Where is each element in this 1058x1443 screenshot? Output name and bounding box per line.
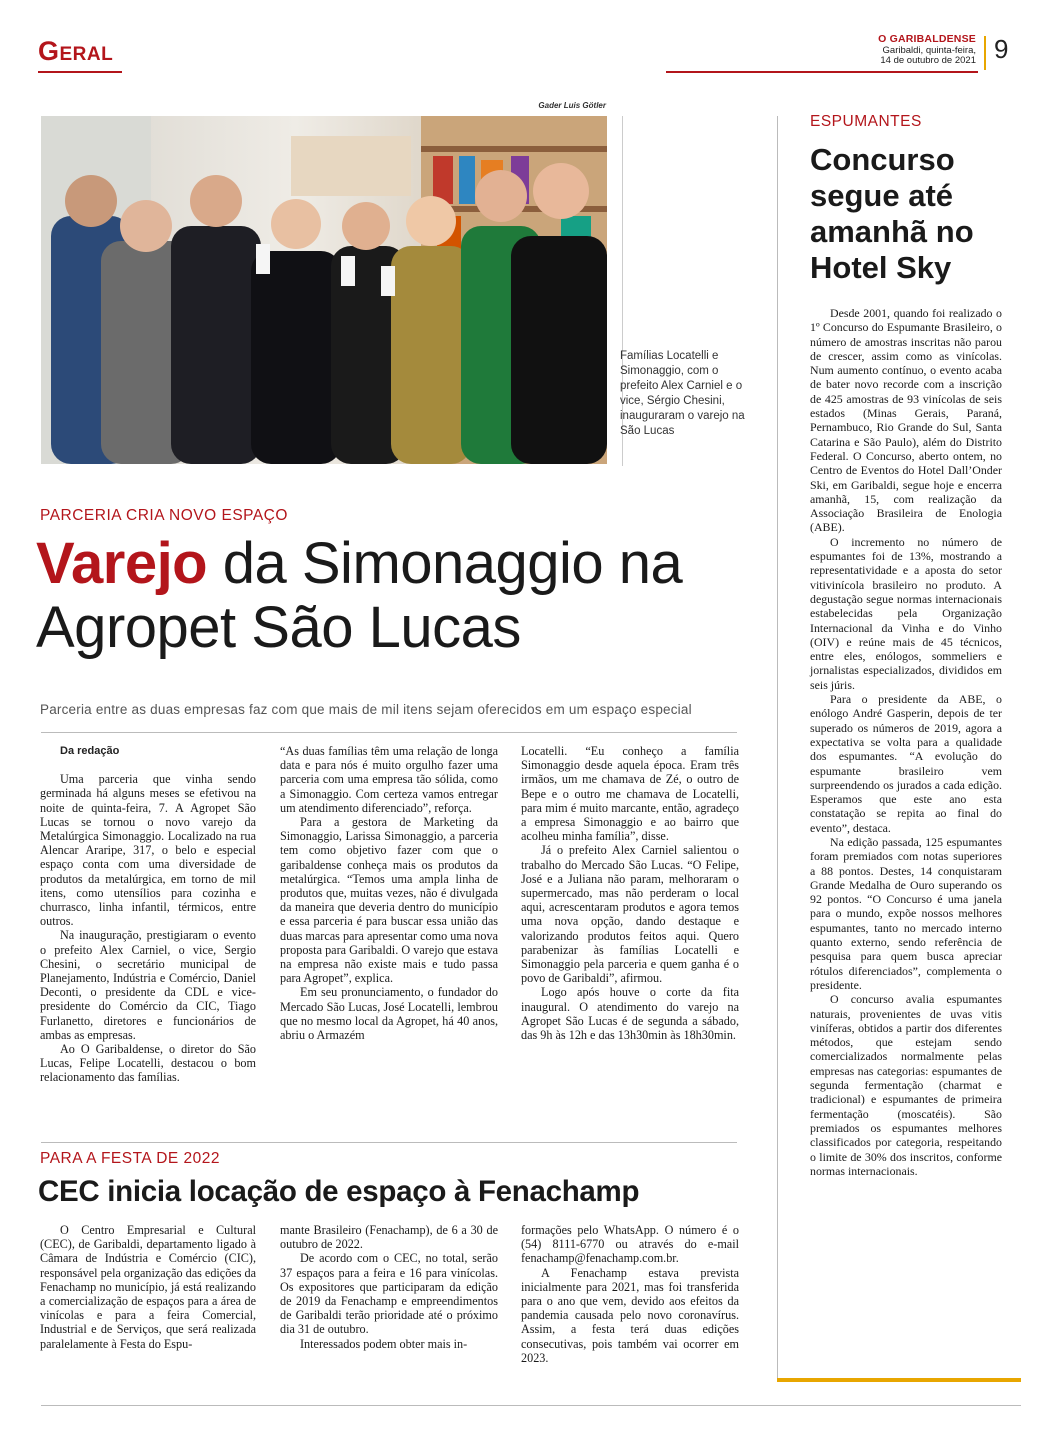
paragraph: Logo após houve o corte da fita inaugural. O atendimento do varejo na Agropet São Lucas é de segunda a sábado, das 9h às 12h e das 13h30min às 18h30min. xyxy=(521,985,739,1043)
main-subhead: Parceria entre as duas empresas faz com que mais de mil itens sejam oferecidos em um espaço especial xyxy=(40,702,692,717)
paragraph: Na inauguração, prestigiaram o evento o prefeito Alex Carniel, o vice, Sergio Chesini, o secretário municipal de Planejamento, Indústria e Comércio, Daniel Deconti, o presidente da CDL e vice-presidente do Comércio da CIC, Tiago Furlanetto, diretores e funcionários de ambas as empresas. xyxy=(40,928,256,1042)
main-kicker: PARCERIA CRIA NOVO ESPAÇO xyxy=(40,507,288,524)
photo-caption: Famílias Locatelli e Simonaggio, com o prefeito Alex Carniel e o vice, Sérgio Chesini, inauguraram o varejo na São Lucas xyxy=(620,350,745,437)
header-rule-right xyxy=(666,71,978,73)
paper-name: O GARIBALDENSE xyxy=(878,33,976,45)
second-headline: CEC inicia locação de espaço à Fenachamp xyxy=(38,1175,640,1208)
paragraph: Para a gestora de Marketing da Simonaggio, Larissa Simonaggio, a parceria tem como objetivo fazer com que o garibaldense conheça mais os produtos da metalúrgica. “Temos uma ampla linha de produtos que, muitas vezes, não é divulgada da maneira que deveria dentro do município e essa parceria é para buscar essa união das duas marcas para apresentar como uma nova proposta para Garibaldi. O varejo que estava na empresa não existe mais e tudo passa para Agropet”, explica. xyxy=(280,815,498,986)
paragraph: Desde 2001, quando foi realizado o 1º Concurso do Espumante Brasileiro, o número de amostras inscritas não parou de crescer, assim como as vinícolas. Num aumento contínuo, o evento acaba de bater novo recorde com a inscrição de 425 amostras de 93 vinícolas de seis estados (Minas Gerais, Paraná, Pernambuco, Rio Grande do Sul, Santa Catarina e São Paulo), além do Distrito Federal. O Concurso, aberto ontem, no Centro de Eventos do Hotel Dall’Onder Ski, em Garibaldi, segue hoje e encerra amanhã, 15, com realização da Associação Brasileira de Enologia (ABE). xyxy=(810,306,1002,535)
second-column-1 xyxy=(40,1223,256,1351)
side-bottom-bar xyxy=(777,1378,1021,1382)
section-label: Geral xyxy=(38,36,114,66)
side-column xyxy=(810,306,1002,1178)
side-column-rule xyxy=(777,116,778,1378)
paragraph: Já o prefeito Alex Carniel salientou o trabalho do Mercado São Lucas. “O Felipe, José e a Juliana não param, melhoraram o supermercado, mas não perderam o local aqui, acrescentaram produtos e agora temos uma nova opção, dando destaque e valorizando produtos feitos aqui. Quero parabenizar às famílias Locatelli e Simonaggio pela parceria e quem ganha é o povo de Garibaldi”, afirmou. xyxy=(521,843,739,986)
side-headline: Concurso segue até amanhã no Hotel Sky xyxy=(810,142,974,285)
masthead-divider xyxy=(984,36,986,70)
photo-credit: Gader Luis Götler xyxy=(538,101,606,110)
second-column-2 xyxy=(280,1223,498,1351)
main-column-3 xyxy=(521,744,739,1042)
photo-illustration xyxy=(41,116,607,464)
byline: Da redação xyxy=(60,745,120,757)
paragraph: Locatelli. “Eu conheço a família Simonaggio desde aquela época. Eram três irmãos, um me chamava de Zé, o outro de Bepe e o outro me chamava de Locatelli, para mim é muito marcante, então, agradeço a empresa Simonaggio e ao bairro que acolheu minha família”, disse. xyxy=(521,744,739,844)
headline-highlight: Varejo xyxy=(36,531,208,596)
paragraph: Uma parceria que vinha sendo germinada há alguns meses se efetivou na noite de quinta-feira, 7. A Agropet São Lucas se tornou o novo varejo da Metalúrgica Simonaggio. Localizado na rua Alencar Araripe, 317, o belo e especial espaço conta com uma diversidade de produtos da metalúrgica, em torno de mil itens, como utensílios para cozinha e churrasco, linha infantil, térmicos, entre outros. xyxy=(40,772,256,929)
paragraph: formações pelo WhatsApp. O número é o (54) 8111-6770 ou através do e-mail fenachamp@fenachamp.com.br. xyxy=(521,1223,739,1266)
second-column-3 xyxy=(521,1223,739,1365)
side-kicker: ESPUMANTES xyxy=(810,113,922,130)
paragraph: O concurso avalia espumantes naturais, provenientes de uvas vitis viníferas, obtidos a partir dos diferentes métodos, que estejam sendo comercializados normalmente pelas empresas nas categorias: espumantes de segunda fermentação (charmat e tradicional) e espumantes de primeira fermentação (moscatéis). São premiados os espumantes melhores classificados por categoria, respeitando o limite de 30% dos inscritos, conforme normas internacionais. xyxy=(810,992,1002,1178)
inauguration-photo xyxy=(41,116,607,464)
paragraph: mante Brasileiro (Fenachamp), de 6 a 30 de outubro de 2022. xyxy=(280,1223,498,1252)
paragraph: O Centro Empresarial e Cultural (CEC), de Garibaldi, departamento ligado à Câmara de Indústria e Comércio (CIC), responsável pela organização das edições da Fenachamp no município, já está realizando a comercialização de espaços para a área de vinícolas e para a feira Comercial, Industrial e de Serviços, que será realizada paralelamente à Festa do Espu- xyxy=(40,1223,257,1351)
paragraph: O incremento no número de espumantes foi de 13%, mostrando a representatividade e a aposta do setor vitivinícola brasileiro no produto. A degustação segue normas internacionais estabelecidas pela Organização Internacional da Vinha e do Vinho (OIV) e reúne mais de 45 técnicos, entre eles, enólogos, sommeliers e jornalistas especializados, divididos em seis júris. xyxy=(810,534,1002,692)
page-number: 9 xyxy=(994,34,1009,64)
masthead xyxy=(862,34,976,66)
story-divider xyxy=(41,1142,737,1143)
paragraph: Para o presidente da ABE, o enólogo André Gasperin, depois de ter superado os números de 2019, agora a expectativa se volta para a qualidade dos espumantes. “A evolução do espumante brasileiro vem surpreendendo os jurados a cada edição. Esperamos que este ano esta constatação se repita ao final do evento”, destaca. xyxy=(810,692,1002,835)
header-rule-left xyxy=(38,71,122,73)
main-headline xyxy=(36,532,756,660)
paragraph: Interessados podem obter mais in- xyxy=(300,1336,468,1351)
paragraph: A Fenachamp estava prevista inicialmente para 2021, mas foi transferida para o ano que vem, devido aos efeitos da pandemia causada pelo novo coronavírus. Assim, a festa terá duas edições consecutivas, pois também vai ocorrer em 2023. xyxy=(521,1265,739,1365)
edition-date: 14 de outubro de 2021 xyxy=(880,54,976,66)
footer-rule xyxy=(41,1405,1021,1406)
paragraph: Em seu pronunciamento, o fundador do Mercado São Lucas, José Locatelli, lembrou que no mesmo local da Agropet, há 40 anos, abriu o Armazém xyxy=(280,985,498,1043)
headline-rest: da Simonaggio na Agropet São Lucas xyxy=(36,531,683,660)
subhead-rule xyxy=(41,732,737,733)
paragraph: “As duas famílias têm uma relação de longa data e para nós é muito orgulho fazer uma parceria com uma empresa tão sólida, como a Simonaggio. Com certeza vamos entregar um atendimento diferenciado”, reforça. xyxy=(280,744,498,815)
paragraph: Na edição passada, 125 espumantes foram premiados com notas superiores a 88 pontos. Destes, 14 conquistaram Grande Medalha de Ouro superando os 92 pontos. “O Concurso é uma janela para o mundo, expõe nossos melhores espumantes, tanto no mercado interno quanto externo, sendo referência de pesquisa para quem busca apreciar rótulos diferenciados”, complementa o presidente. xyxy=(810,834,1002,992)
second-kicker: PARA A FESTA DE 2022 xyxy=(40,1150,221,1167)
edition-place: Garibaldi, quinta-feira, xyxy=(882,44,976,56)
paragraph: Ao O Garibaldense, o diretor do São Lucas, Felipe Locatelli, destacou o bom relacionamento das famílias. xyxy=(40,1042,256,1085)
paragraph: De acordo com o CEC, no total, serão 37 espaços para a feira e 16 para vinícolas. Os expositores que participaram da edição de 2019 da Fenachamp e empreendimentos de Garibaldi terão prioridade até o próximo dia 31 de outubro. xyxy=(280,1251,498,1337)
main-column-1 xyxy=(40,744,256,1085)
main-column-2 xyxy=(280,744,498,1042)
